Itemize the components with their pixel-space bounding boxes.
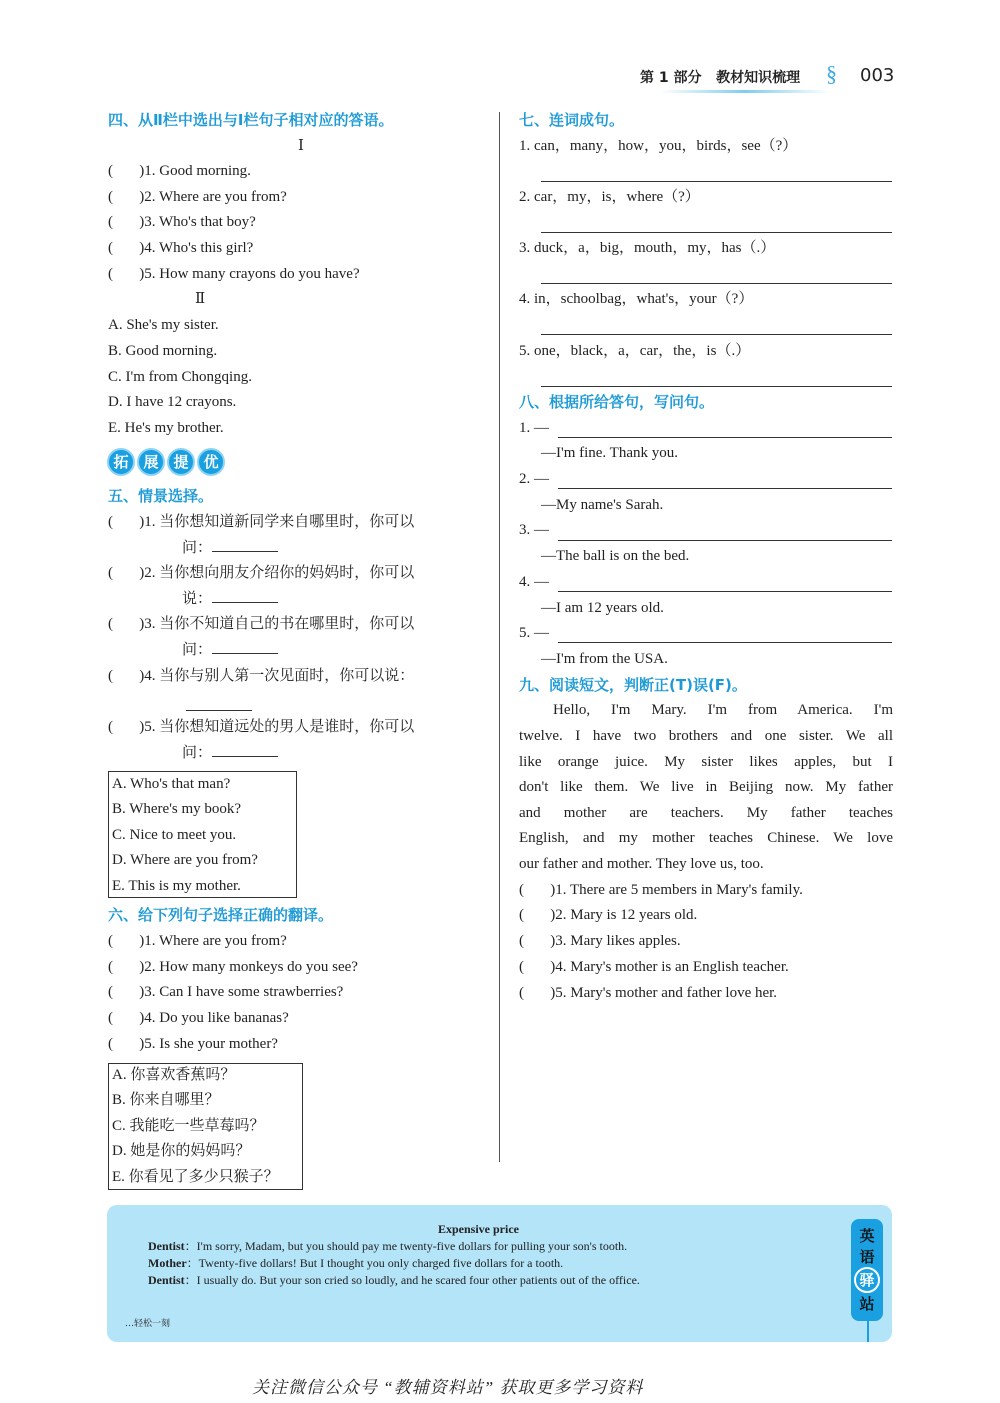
joke-line: Dentist：I'm sorry, Madam, but you should pay me twenty-five dollars for pulling your son's tooth. xyxy=(148,1239,628,1253)
passage-line: Hello, I'm Mary. I'm from America. I'm xyxy=(553,702,893,718)
word-order-item: 5. one，black，a，car，the，is（.） xyxy=(519,343,751,359)
joke-title: Expensive price xyxy=(438,1222,519,1236)
word-order-item: 4. in，schoolbag，what's，your（?） xyxy=(519,291,754,307)
column-2-label: Ⅱ xyxy=(195,291,206,307)
answer-line[interactable] xyxy=(558,591,892,592)
answer-line[interactable] xyxy=(558,540,892,541)
answer-line[interactable] xyxy=(541,386,892,387)
header-underline xyxy=(660,90,830,93)
answer-line[interactable] xyxy=(541,283,892,284)
footer-note: 关注微信公众号 “教辅资料站” 获取更多学习资料 xyxy=(252,1378,644,1397)
answer-line[interactable] xyxy=(558,488,892,489)
seahorse-icon: § xyxy=(826,61,837,86)
answer-blank[interactable] xyxy=(186,710,252,711)
answer-option: C. I'm from Chongqing. xyxy=(108,369,252,385)
passage-line: our father and mother. They love us, too. xyxy=(519,856,764,872)
page-number: 003 xyxy=(860,65,895,86)
word-order-item: 3. duck，a，big，mouth，my，has（.） xyxy=(519,240,776,256)
list-item[interactable]: ( )1. Where are you from? xyxy=(108,933,287,949)
section-5-title: 五、情景选择。 xyxy=(108,487,214,505)
joke-line: Dentist：I usually do. But your son cried so loudly, and he scared four other patients out of the office. xyxy=(148,1273,640,1287)
answer-blank[interactable]: 说： xyxy=(182,589,278,609)
answer-blank[interactable]: 问： xyxy=(182,743,278,763)
list-item[interactable]: ( )1. Good morning. xyxy=(108,163,251,179)
options-box: A. Who's that man? B. Where's my book? C. Nice to meet you. D. Where are you from? E. This is my mother. xyxy=(108,771,297,898)
list-item[interactable]: ( )4. 当你与别人第一次见面时，你可以说： xyxy=(108,668,415,684)
word-order-item: 2. car，my，is，where（?） xyxy=(519,189,700,205)
section-4-title: 四、从Ⅱ栏中选出与Ⅰ栏句子相对应的答语。 xyxy=(108,111,394,129)
list-item[interactable]: ( )3. Can I have some strawberries? xyxy=(108,984,344,1000)
question-number: 4. — xyxy=(519,574,549,590)
joke-source: …轻松一刻 xyxy=(125,1318,171,1328)
answer-option: E. He's my brother. xyxy=(108,420,224,436)
english-station-tag: 英 语 驿 站 xyxy=(851,1219,883,1321)
list-item[interactable]: ( )5. Mary's mother and father love her. xyxy=(519,985,778,1001)
passage-line: and mother are teachers. My father teaches xyxy=(519,805,893,821)
answer-line[interactable] xyxy=(558,642,892,643)
list-item[interactable]: ( )3. Who's that boy? xyxy=(108,214,256,230)
section-7-title: 七、连词成句。 xyxy=(519,111,625,129)
translation-options-box: A. 你喜欢香蕉吗？ B. 你来自哪里？ C. 我能吃一些草莓吗？ D. 她是你的妈妈吗？ E. 你看见了多少只猴子？ xyxy=(108,1063,303,1190)
list-item[interactable]: ( )5. Is she your mother? xyxy=(108,1036,278,1052)
answer-blank[interactable]: 问： xyxy=(182,538,278,558)
answer-line[interactable] xyxy=(558,437,892,438)
list-item[interactable]: ( )2. Mary is 12 years old. xyxy=(519,907,698,923)
section-9-title: 九、阅读短文，判断正(T)误(F)。 xyxy=(519,676,747,694)
list-item[interactable]: ( )4. Do you like bananas? xyxy=(108,1010,289,1026)
answer-line[interactable] xyxy=(541,181,892,182)
list-item[interactable]: ( )4. Mary's mother is an English teacher. xyxy=(519,959,789,975)
list-item[interactable]: ( )1. 当你想知道新同学来自哪里时，你可以 xyxy=(108,514,415,530)
given-answer: —I am 12 years old. xyxy=(541,600,664,616)
joke-box xyxy=(107,1205,892,1342)
question-number: 3. — xyxy=(519,522,549,538)
passage-line: twelve. I have two brothers and one sister. We all xyxy=(519,728,893,744)
question-number: 2. — xyxy=(519,471,549,487)
answer-option: D. I have 12 crayons. xyxy=(108,394,237,410)
extension-badge: 拓 展 提 优 xyxy=(107,448,227,477)
list-item[interactable]: ( )2. How many monkeys do you see? xyxy=(108,959,358,975)
answer-blank[interactable]: 问： xyxy=(182,640,278,660)
given-answer: —I'm from the USA. xyxy=(541,651,668,667)
answer-line[interactable] xyxy=(541,334,892,335)
given-answer: —My name's Sarah. xyxy=(541,497,664,513)
list-item[interactable]: ( )2. Where are you from? xyxy=(108,189,287,205)
answer-option: B. Good morning. xyxy=(108,343,218,359)
answer-option: A. She's my sister. xyxy=(108,317,219,333)
list-item[interactable]: ( )5. How many crayons do you have? xyxy=(108,266,360,282)
list-item[interactable]: ( )1. There are 5 members in Mary's family. xyxy=(519,882,803,898)
column-1-label: Ⅰ xyxy=(298,138,304,154)
list-item[interactable]: ( )2. 当你想向朋友介绍你的妈妈时，你可以 xyxy=(108,565,415,581)
list-item[interactable]: ( )5. 当你想知道远处的男人是谁时，你可以 xyxy=(108,719,415,735)
answer-line[interactable] xyxy=(541,232,892,233)
list-item[interactable]: ( )3. Mary likes apples. xyxy=(519,933,681,949)
passage-line: like orange juice. My sister likes apples, but I xyxy=(519,754,893,770)
column-divider xyxy=(499,112,500,1162)
word-order-item: 1. can，many，how，you，birds，see（?） xyxy=(519,138,798,154)
question-number: 5. — xyxy=(519,625,549,641)
list-item[interactable]: ( )3. 当你不知道自己的书在哪里时，你可以 xyxy=(108,616,415,632)
section-8-title: 八、根据所给答句，写问句。 xyxy=(519,393,715,411)
given-answer: —The ball is on the bed. xyxy=(541,548,690,564)
question-number: 1. — xyxy=(519,420,549,436)
header-part: 第 1 部分 教材知识梳理 xyxy=(640,70,801,86)
section-6-title: 六、给下列句子选择正确的翻译。 xyxy=(108,906,334,924)
list-item[interactable]: ( )4. Who's this girl? xyxy=(108,240,254,256)
passage-line: English, and my mother teaches Chinese. We love xyxy=(519,830,893,846)
tag-stem xyxy=(867,1321,869,1342)
passage-line: don't like them. We live in Beijing now. My father xyxy=(519,779,893,795)
given-answer: —I'm fine. Thank you. xyxy=(541,445,678,461)
joke-line: Mother：Twenty-five dollars! But I thought you only charged five dollars for a tooth. xyxy=(148,1256,564,1270)
